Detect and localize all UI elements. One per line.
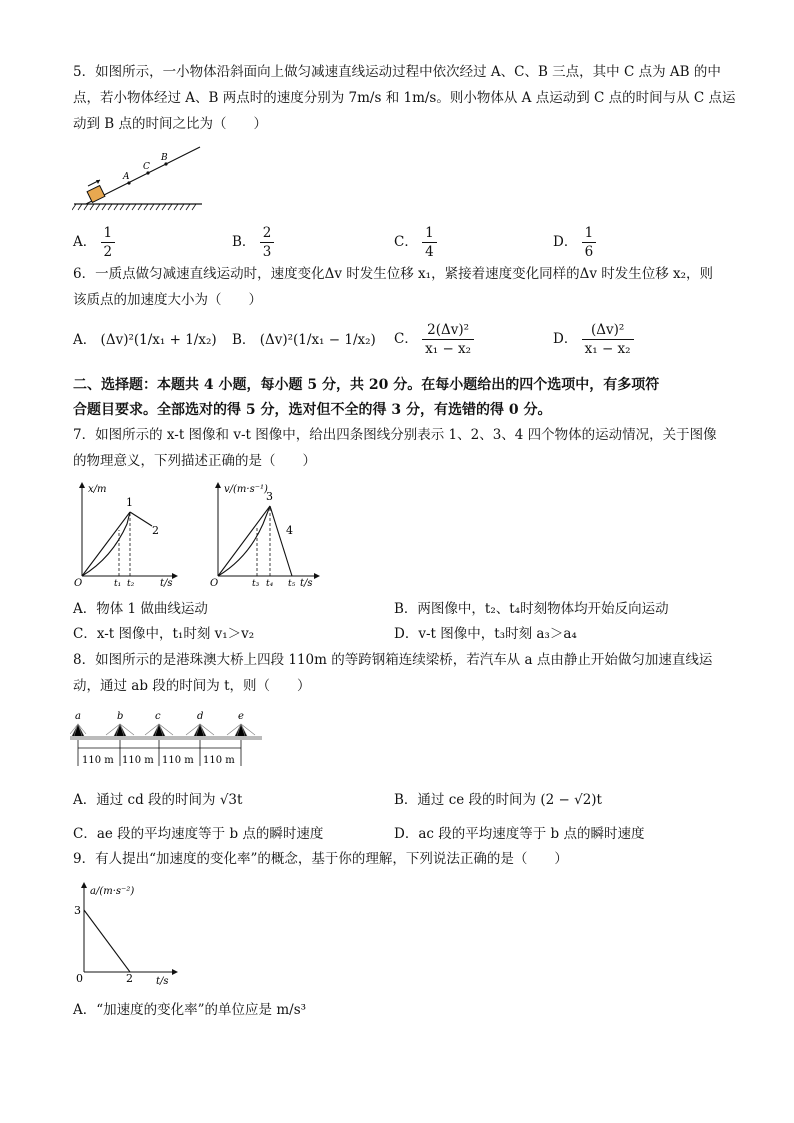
- q6-option-b[interactable]: [232, 330, 376, 350]
- curve-1-label: 1: [126, 496, 133, 509]
- curve-4-label: 4: [286, 524, 293, 537]
- option-text: ac 段的平均速度等于 b 点的瞬时速度: [418, 826, 645, 842]
- q6-option-d[interactable]: [553, 321, 634, 358]
- q6-line-1: 6．一质点做匀减速直线运动时，速度变化Δv 时发生位移 x₁，紧接着速度变化同样的Δv 时发生位移 x₂，则: [73, 266, 714, 282]
- incline-label-c: C: [143, 162, 150, 172]
- span-4: 110 m: [203, 755, 235, 766]
- option-text: x-t 图像中，t₁时刻 v₁＞v₂: [96, 626, 255, 642]
- vt-xlabel: t/s: [300, 578, 313, 589]
- option-text: ae 段的平均速度等于 b 点的瞬时速度: [96, 826, 324, 842]
- fraction: [101, 224, 116, 261]
- option-text: 通过 cd 段的时间为 √3t: [96, 792, 243, 808]
- incline-label-a: A: [123, 172, 130, 182]
- vt-origin: O: [210, 578, 219, 589]
- fraction: [260, 224, 275, 261]
- numerator: 1: [582, 224, 597, 243]
- numerator: 1: [101, 224, 116, 243]
- denominator: 4: [425, 244, 434, 260]
- formula: (Δv)²(1/x₁ + 1/x₂): [100, 332, 217, 348]
- option-label: C．: [73, 826, 97, 842]
- span-3: 110 m: [162, 755, 194, 766]
- section-heading-line-2: 合题目要求。全部选对的得 5 分，选对但不全的得 3 分，有选错的得 0 分。: [73, 402, 552, 418]
- option-label: D．: [394, 826, 419, 842]
- q5-option-b[interactable]: [232, 224, 274, 261]
- xt-origin: O: [74, 578, 83, 589]
- option-label: B．: [232, 332, 256, 348]
- at-origin: 0: [76, 972, 83, 985]
- q6-line-2: 该质点的加速度大小为（ ）: [73, 292, 262, 308]
- q9-line-1: 9．有人提出“加速度的变化率”的概念，基于你的理解，下列说法正确的是（ ）: [73, 851, 568, 867]
- numerator: 2: [260, 224, 275, 243]
- t4-label: t₄: [266, 579, 274, 589]
- option-label: D．: [553, 234, 578, 250]
- q7-line-1: 7．如图所示的 x-t 图像和 v-t 图像中，给出四条图线分别表示 1、2、3、4 四个物体的运动情况，关于图像: [73, 427, 717, 443]
- at-x-tick: 2: [126, 972, 133, 985]
- denominator: 3: [262, 244, 272, 260]
- incline-label-b: B: [161, 153, 168, 163]
- q5-line-2: 点，若小物体经过 A、B 两点时的速度分别为 7m/s 和 1m/s。则小物体从 A 点运动到 C 点的时间与从 C 点运: [73, 90, 736, 106]
- q8-option-b[interactable]: [394, 790, 602, 810]
- xt-xlabel: t/s: [160, 578, 173, 589]
- at-graph: [72, 878, 182, 988]
- q6-option-c[interactable]: [394, 321, 474, 358]
- q8-line-2: 动，通过 ab 段的时间为 t，则（ ）: [73, 678, 311, 694]
- option-label: B．: [232, 234, 256, 250]
- fraction: [422, 321, 474, 358]
- q7-option-a[interactable]: [73, 599, 208, 619]
- fraction: [582, 224, 597, 261]
- denominator: x₁ − x₂: [425, 341, 472, 357]
- t3-label: t₃: [252, 579, 260, 589]
- option-label: A．: [73, 234, 97, 250]
- q7-line-2: 的物理意义，下列描述正确的是（ ）: [73, 453, 316, 469]
- option-label: A．: [73, 601, 97, 617]
- at-ylabel: a/(m·s⁻²): [90, 886, 135, 897]
- point-b: b: [117, 711, 124, 722]
- q5-option-d[interactable]: [553, 224, 596, 261]
- option-text: v-t 图像中，t₃时刻 a₃＞a₄: [418, 626, 577, 642]
- span-2: 110 m: [122, 755, 154, 766]
- q7-option-c[interactable]: [73, 624, 254, 644]
- formula: (Δv)²(1/x₁ − 1/x₂): [259, 332, 376, 348]
- option-label: D．: [553, 331, 578, 347]
- denominator: x₁ − x₂: [584, 341, 631, 357]
- option-label: B．: [394, 601, 418, 617]
- bridge-figure: [70, 708, 270, 772]
- option-label: B．: [394, 792, 418, 808]
- section-heading-line-1: 二、选择题：本题共 4 小题，每小题 5 分，共 20 分。在每小题给出的四个选项中，有多项符: [73, 377, 660, 393]
- point-e: e: [238, 711, 244, 722]
- t5-label: t₅: [288, 579, 296, 589]
- at-y-tick: 3: [74, 904, 81, 917]
- q5-line-1: 5．如图所示，一小物体沿斜面向上做匀减速直线运动过程中依次经过 A、C、B 三点，其中 C 点为 AB 的中: [73, 64, 721, 80]
- xt-graph: [72, 478, 182, 590]
- q9-option-a[interactable]: A．“加速度的变化率”的单位应是 m/s³: [73, 1002, 307, 1018]
- t1-label: t₁: [114, 579, 122, 589]
- q5-option-a[interactable]: [73, 224, 115, 261]
- point-d: d: [197, 711, 204, 722]
- q7-option-b[interactable]: [394, 599, 669, 619]
- q5-option-c[interactable]: [394, 224, 437, 261]
- option-text: 物体 1 做曲线运动: [96, 601, 208, 617]
- option-label: D．: [394, 626, 419, 642]
- at-xlabel: t/s: [156, 976, 169, 987]
- point-a: a: [75, 711, 81, 722]
- option-label: C．: [394, 331, 418, 347]
- q8-option-c[interactable]: [73, 824, 323, 844]
- q8-option-a[interactable]: [73, 790, 242, 810]
- vt-graph: [208, 478, 328, 590]
- q7-option-d[interactable]: [394, 624, 577, 644]
- curve-3-label: 3: [266, 490, 273, 503]
- numerator: 1: [422, 224, 437, 243]
- denominator: 2: [103, 244, 113, 260]
- curve-2-label: 2: [152, 524, 159, 537]
- fraction: [582, 321, 634, 358]
- option-text: 两图像中，t₂、t₄时刻物体均开始反向运动: [417, 601, 669, 617]
- option-label: C．: [73, 626, 97, 642]
- option-label: A．: [73, 332, 97, 348]
- fraction: [422, 224, 437, 261]
- q6-option-a[interactable]: [73, 330, 217, 350]
- incline-figure: [72, 142, 208, 214]
- span-1: 110 m: [82, 755, 114, 766]
- vt-ylabel: v/(m·s⁻¹): [224, 484, 268, 495]
- point-c: c: [155, 711, 161, 722]
- q8-option-d[interactable]: [394, 824, 644, 844]
- option-label: A．: [73, 792, 97, 808]
- option-label: C．: [394, 234, 418, 250]
- t2-label: t₂: [127, 579, 135, 589]
- xt-ylabel: x/m: [88, 484, 107, 495]
- option-text: 通过 ce 段的时间为 (2 − √2)t: [417, 792, 602, 808]
- denominator: 6: [584, 244, 594, 260]
- numerator: 2(Δv)²: [422, 321, 474, 340]
- numerator: (Δv)²: [582, 321, 634, 340]
- q8-line-1: 8．如图所示的是港珠澳大桥上四段 110m 的等跨钢箱连续梁桥，若汽车从 a 点由静止开始做匀加速直线运: [73, 652, 713, 668]
- q5-line-3: 动到 B 点的时间之比为（ ）: [73, 116, 268, 132]
